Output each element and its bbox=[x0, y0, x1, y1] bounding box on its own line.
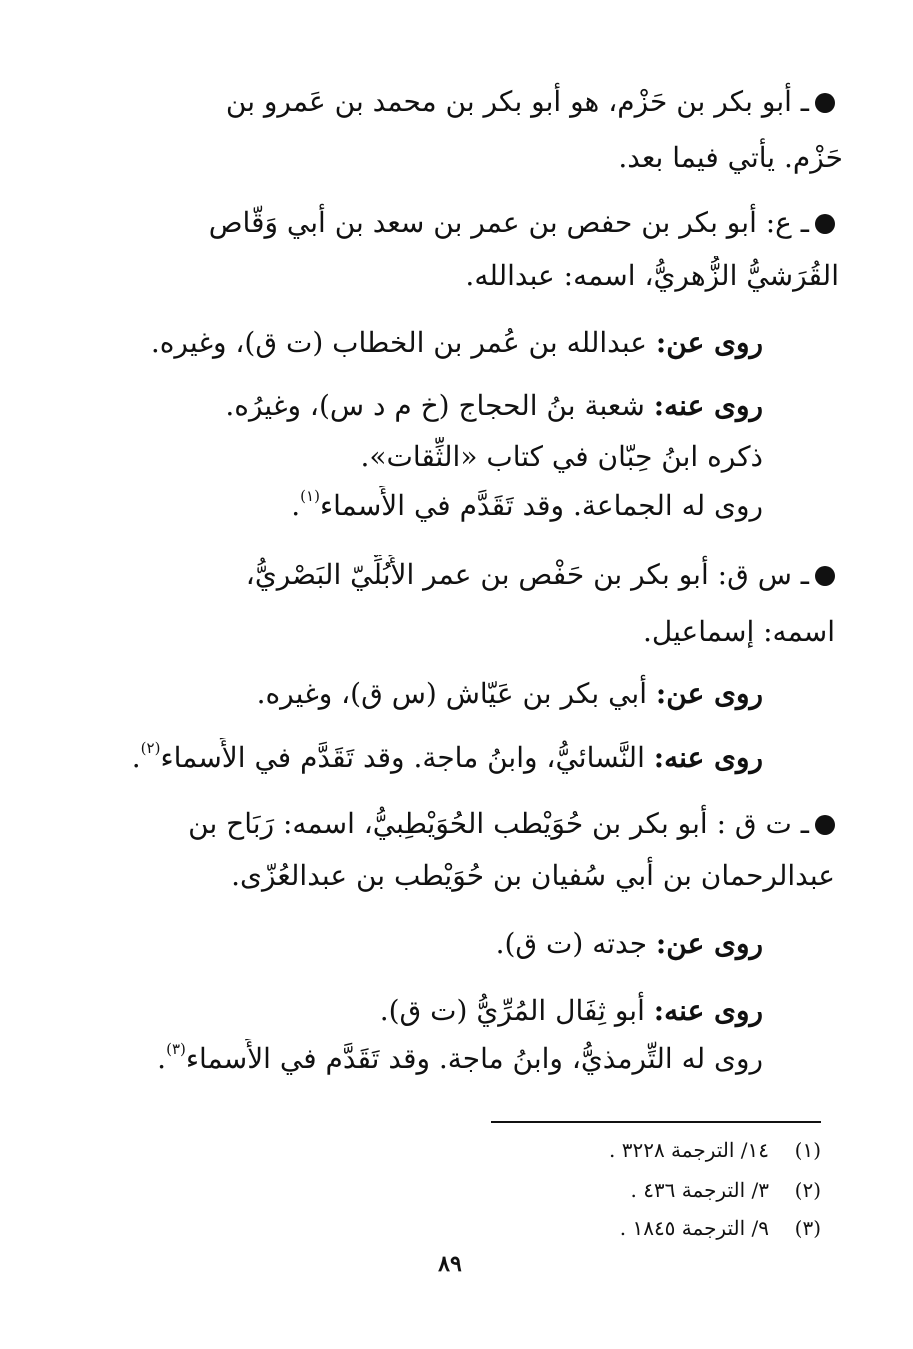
rawa-anhu-label: روى عنه: bbox=[653, 389, 763, 422]
entry-2-note-1 bbox=[360, 437, 763, 479]
rawa-an-label: روى عن: bbox=[655, 927, 763, 960]
entry-text: ـ ع: أبو بكر بن حفص بن عمر بن سعد بن أبي وَقّاص bbox=[208, 206, 809, 239]
footnote-number: (٣) bbox=[794, 1216, 821, 1240]
entry-4-rawa-an bbox=[496, 924, 763, 966]
entry-3-rawa-anhu: روى عنه: النَّسائيُّ، وابنُ ماجة. وقد تَقَدَّم في الأَسماء$^{(٢)}$. bbox=[131, 739, 763, 774]
note-text: روى له التِّرمذيُّ، وابنُ ماجة. وقد تَقَدَّم في الأَسماء bbox=[185, 1042, 763, 1075]
rawa-an-text: عبدالله بن عُمر بن الخطاب (ت ق)، وغيره. bbox=[150, 326, 648, 359]
page-number: ٨٩ bbox=[438, 1251, 462, 1277]
footnote-1 bbox=[609, 1136, 821, 1166]
rawa-an-text: جدته (ت ق). bbox=[495, 927, 648, 960]
footnote-ref[interactable]: (٢) bbox=[140, 739, 161, 757]
entry-text: عبدالرحمان بن أبي سُفيان بن حُوَيْطب بن عبدالعُزّى. bbox=[231, 859, 835, 892]
footnote-number: (١) bbox=[794, 1138, 821, 1162]
entry-text: حَزْم. يأتي فيما بعد. bbox=[618, 141, 843, 174]
rawa-an-text: أبي بكر بن عَيّاش (س ق)، وغيره. bbox=[256, 677, 648, 710]
entry-1-line-1 bbox=[226, 82, 835, 124]
rawa-anhu-text: شعبة بنُ الحجاج (خ م د س)، وغيرُه. bbox=[225, 389, 645, 422]
footnote-3 bbox=[620, 1214, 821, 1244]
entry-3-line-2 bbox=[643, 612, 835, 654]
entry-4-note-1: روى له التِّرمذيُّ، وابنُ ماجة. وقد تَقَدَّم في الأَسماء$^{(٣)}$. bbox=[157, 1040, 763, 1075]
footnote-text: ٣/ الترجمة ٤٣٦ . bbox=[630, 1178, 769, 1202]
rawa-anhu-label: روى عنه: bbox=[653, 994, 763, 1027]
footnote-text: ٩/ الترجمة ١٨٤٥ . bbox=[619, 1216, 769, 1240]
entry-text: ـ س ق: أبو بكر بن حَفْص بن عمر الأُبُلِّيّ البَصْريُّ، bbox=[245, 558, 809, 591]
bullet-icon bbox=[815, 815, 835, 835]
entry-text: اسمه: إسماعيل. bbox=[643, 615, 835, 648]
footnote-number: (٢) bbox=[794, 1178, 821, 1202]
entry-2-rawa-an bbox=[151, 323, 763, 365]
footnote-text: ١٤/ الترجمة ٣٢٢٨ . bbox=[609, 1138, 769, 1162]
entry-2-note-2: روى له الجماعة. وقد تَقَدَّم في الأَسماء$^{(١)}$. bbox=[291, 487, 763, 522]
entry-text: القُرَشيُّ الزُّهريُّ، اسمه: عبدالله. bbox=[465, 259, 839, 292]
rawa-anhu-text: أبو ثِفَال المُرِّيُّ (ت ق). bbox=[379, 994, 645, 1027]
footnote-ref[interactable]: (٣) bbox=[166, 1040, 186, 1058]
footnote-ref[interactable]: (١) bbox=[300, 487, 320, 505]
rawa-an-label: روى عن: bbox=[655, 326, 763, 359]
entry-2-line-1 bbox=[209, 203, 835, 245]
entry-2-line-2 bbox=[465, 256, 839, 298]
footnote-divider bbox=[491, 1121, 821, 1123]
note-text: ذكره ابنُ حِبّان في كتاب «الثِّقات». bbox=[360, 440, 763, 473]
entry-4-line-2 bbox=[231, 856, 835, 898]
entry-2-rawa-anhu bbox=[225, 386, 763, 428]
entry-4-line-1 bbox=[188, 804, 835, 846]
rawa-anhu-text: النَّسائيُّ، وابنُ ماجة. وقد تَقَدَّم في الأَسماء bbox=[160, 741, 645, 774]
rawa-anhu-label: روى عنه: bbox=[653, 741, 763, 774]
entry-text: ـ ت ق : أبو بكر بن حُوَيْطب الحُوَيْطِبيُّ، اسمه: رَبَاح بن bbox=[188, 807, 809, 840]
entry-4-rawa-anhu bbox=[380, 991, 763, 1033]
entry-3-line-1 bbox=[246, 555, 835, 597]
entry-3-rawa-an bbox=[257, 674, 763, 716]
footnote-2 bbox=[630, 1176, 821, 1206]
entry-text: ـ أبو بكر بن حَزْم، هو أبو بكر بن محمد بن عَمرو بن bbox=[225, 85, 809, 118]
entry-1-line-2 bbox=[618, 138, 843, 180]
bullet-icon bbox=[815, 93, 835, 113]
bullet-icon bbox=[815, 214, 835, 234]
bullet-icon bbox=[815, 566, 835, 586]
rawa-an-label: روى عن: bbox=[655, 677, 763, 710]
note-text: روى له الجماعة. وقد تَقَدَّم في الأَسماء bbox=[319, 489, 763, 522]
